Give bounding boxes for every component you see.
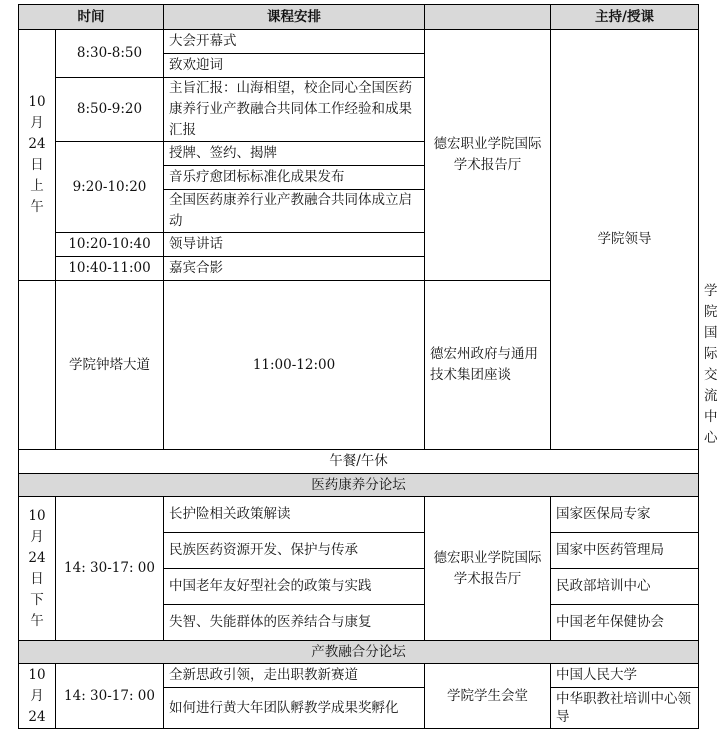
agenda-item: 全新思政引领，走出职教新赛道 xyxy=(164,664,425,688)
host-cell: 中华职教社培训中心领导 xyxy=(551,688,699,729)
afternoon-date: 10 月 24 日 下 午 xyxy=(19,497,56,641)
venue-cell: 学院学生会堂 xyxy=(425,664,551,729)
agenda-item: 民族医药资源开发、保护与传承 xyxy=(164,533,425,569)
section-title: 医药康养分论坛 xyxy=(19,474,699,497)
agenda-item: 失智、失能群体的医养结合与康复 xyxy=(164,605,425,641)
agenda-item: 德宏州政府与通用技术集团座谈 xyxy=(425,281,551,450)
agenda-item: 主旨汇报：山海相望，校企同心全国医药康养行业产教融合共同体工作经验和成果汇报 xyxy=(164,78,425,142)
section-title: 产教融合分论坛 xyxy=(19,641,699,664)
time-slot: 10:20-10:40 xyxy=(56,233,164,257)
header-row xyxy=(19,5,699,30)
header-venue xyxy=(425,5,551,30)
host-cell: 国家中医药管理局 xyxy=(551,533,699,569)
host-cell: 民政部培训中心 xyxy=(551,569,699,605)
agenda-item: 致欢迎词 xyxy=(164,54,425,78)
table-row xyxy=(19,497,699,533)
date-cell-empty xyxy=(19,281,56,450)
agenda-item: 嘉宾合影 xyxy=(164,257,425,281)
time-slot: 11:00-12:00 xyxy=(164,281,425,450)
table-row xyxy=(19,664,699,688)
section-row xyxy=(19,641,699,664)
agenda-item: 如何进行黄大年团队孵教学成果奖孵化 xyxy=(164,688,425,729)
agenda-item: 领导讲话 xyxy=(164,233,425,257)
time-slot: 14: 30-17: 00 xyxy=(56,664,164,729)
header-host: 主持/授课 xyxy=(551,5,699,30)
header-agenda: 课程安排 xyxy=(164,5,425,30)
lunch-label: 午餐/午休 xyxy=(19,450,699,474)
morning-date: 10 月 24 日 上 午 xyxy=(19,30,56,281)
table-row: 11:00-12:00 德宏州政府与通用技术集团座谈 学院国际交流中心 xyxy=(19,281,699,450)
agenda-item: 音乐疗愈团标标准化成果发布 xyxy=(164,166,425,190)
table-row xyxy=(19,30,699,54)
time-slot: 9:20-10:20 xyxy=(56,142,164,233)
section-row xyxy=(19,474,699,497)
agenda-item: 中国老年友好型社会的政策与实践 xyxy=(164,569,425,605)
forum2-date: 10 月 24 xyxy=(19,664,56,729)
time-slot: 10:40-11:00 xyxy=(56,257,164,281)
host-cell: 中国人民大学 xyxy=(551,664,699,688)
host-cell: 国家医保局专家 xyxy=(551,497,699,533)
header-time: 时间 xyxy=(19,5,164,30)
venue-cell: 学院钟塔大道 xyxy=(56,281,164,450)
time-slot: 14: 30-17: 00 xyxy=(56,497,164,641)
time-slot: 8:30-8:50 xyxy=(56,30,164,78)
host-cell: 中国老年保健协会 xyxy=(551,605,699,641)
agenda-item: 授牌、签约、揭牌 xyxy=(164,142,425,166)
schedule-table xyxy=(18,4,718,729)
agenda-item: 长护险相关政策解读 xyxy=(164,497,425,533)
venue-cell: 德宏职业学院国际学术报告厅 xyxy=(425,30,551,281)
agenda-item: 大会开幕式 xyxy=(164,30,425,54)
venue-cell: 德宏职业学院国际学术报告厅 xyxy=(425,497,551,641)
host-cell: 学院领导 xyxy=(551,30,699,450)
lunch-row xyxy=(19,450,699,474)
agenda-item: 全国医药康养行业产教融合共同体成立启动 xyxy=(164,190,425,233)
time-slot: 8:50-9:20 xyxy=(56,78,164,142)
